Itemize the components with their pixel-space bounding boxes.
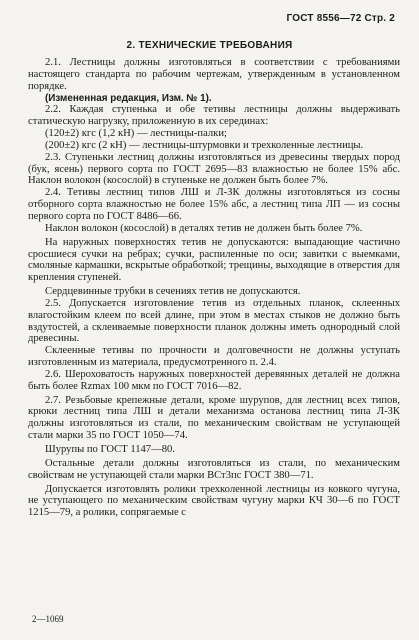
paragraph-2-7: 2.7. Резьбовые крепежные детали, кроме шурупов, для лестниц всех типов, крюки лестниц типа ЛШ и детали механизма останова лестниц типа Л-ЗК должны изготовляться из стали, по механическим свойствам не уступающей стали марки 35 по ГОСТ 1050—74. <box>28 394 400 442</box>
paragraph-glued-stringers: Склеенные тетивы по прочности и долговечности не должны уступать изготовленным из материала, предусмотренного п. 2.4. <box>28 345 400 369</box>
paragraph-grain-slope: Наклон волокон (косослой) в деталях тетив не должен быть более 7%. <box>45 222 363 234</box>
paragraph-other-parts: Остальные детали должны изготовляться из стали, по механическим свойствам не уступающей стали марки ВСт3пс ГОСТ 380—71. <box>28 457 400 481</box>
paragraph-2-3: 2.3. Ступеньки лестниц должны изготовляться из древесины твердых пород (бук, ясень) первого сорта по ГОСТ 2695—83 влажностью не более 15% абс. Наклон волокон (косослой) в ступеньке не должен быть более 7%. <box>28 151 400 187</box>
paragraph-screws: Шурупы по ГОСТ 1147—80. <box>45 444 175 455</box>
amendment-note: (Измененная редакция, Изм. № 1). <box>45 92 212 104</box>
paragraph-2-1: 2.1. Лестницы должны изготовляться в соответствии с требованиями настоящего стандарта по рабочим чертежам, утвержденным в установленном порядке. <box>28 57 400 92</box>
print-code: 2—1069 <box>32 614 64 624</box>
paragraph-rollers: Допускается изготовлять ролики трехколенной лестницы из ковкого чугуна, не уступающего по механическим свойствам чугуну марки КЧ 30—6 по ГОСТ 1215—79, а ролики, сопрягаемые с <box>28 483 400 519</box>
paragraph-2-2: 2.2. Каждая ступенька и обе тетивы лестницы должны выдерживать статическую нагрузку, приложенную в их серединах: <box>28 104 400 128</box>
section-title: 2. ТЕХНИЧЕСКИЕ ТРЕБОВАНИЯ <box>126 40 293 51</box>
page-header: ГОСТ 8556—72 Стр. 2 <box>286 13 395 24</box>
paragraph-2-5: 2.5. Допускается изготовление тетив из отдельных планок, склеенных влагостойким клеем по всей длине, при этом в местах стыков не должно быть вздутостей, а склеиваемые поверхности планок должны иметь однородный слой древесины. <box>28 297 400 345</box>
paragraph-core-tubes: Сердцевинные трубки в сечениях тетив не допускаются. <box>45 286 301 298</box>
load-assault-ladders: (200±2) кгс (2 кН) — лестницы-штурмовки и трехколенные лестницы. <box>45 139 364 151</box>
paragraph-2-4: 2.4. Тетивы лестниц типов ЛШ и Л-ЗК должны изготовляться из сосны отборного сорта влажностью не более 15% абс, а лестниц типа ЛП — из сосны первого сорта по ГОСТ 8486—66. <box>28 187 400 222</box>
document-body <box>28 57 400 519</box>
paragraph-2-6: 2.6. Шероховатость наружных поверхностей деревянных деталей не должна быть более Rzmax 100 мкм по ГОСТ 7016—82. <box>28 368 400 392</box>
paragraph-surface-defects: На наружных поверхностях тетив не допускаются: выпадающие частично сросшиеся сучки на ребрах; сучки, распиленные по оси; завитки с выемками, смоляные кармашки, вскрытые обработкой; трещины, выходящие в отверстия для крепления ступеней. <box>28 236 400 284</box>
load-ladder-poles: (120±2) кгс (1,2 кН) — лестницы-палки; <box>45 128 227 140</box>
